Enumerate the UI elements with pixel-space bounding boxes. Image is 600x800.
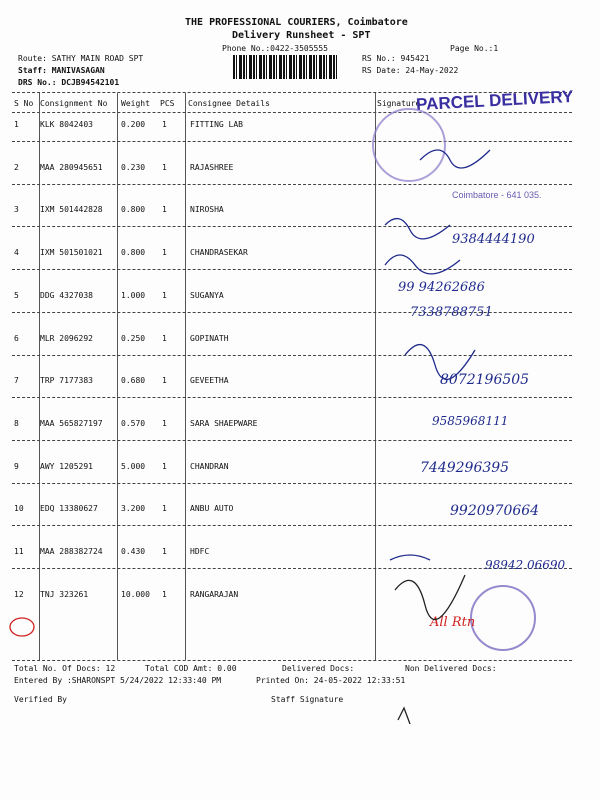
total-docs: Total No. Of Docs: 12 [14,664,116,673]
row-consignment-no: MAA 565827197 [40,418,103,428]
row-consignment-no: TNJ 323261 [40,589,89,599]
row-sno: 11 [14,547,24,556]
row-consignee: NIROSHA [190,205,224,215]
row-sno: 5 [14,290,19,300]
row-consignment-no: TRP 7177383 [40,376,93,386]
staff: Staff: MANIVASAGAN [18,66,105,75]
row-weight: 10.000 [121,589,150,599]
row-consignee: GOPINATH [190,333,229,343]
row-pcs: 1 [162,120,167,129]
signature-11-scribble [390,555,430,560]
rs-number: RS No.: 945421 [362,54,430,63]
highlight-circle [10,618,34,636]
row-weight: 5.000 [121,461,146,471]
signature-phone: 9920970664 [450,503,540,519]
col-consignee: Consignee Details [188,99,270,108]
row-sno: 10 [14,504,24,514]
row-consignee: FITTING LAB [190,120,243,129]
col-consignment: Consignment No [40,99,108,108]
row-weight: 1.000 [121,290,146,300]
row-weight: 0.200 [121,120,146,129]
signature-phone: 7338788751 [410,305,493,320]
signature-phone: 7449296395 [420,460,510,476]
row-pcs: 1 [162,376,167,386]
total-cod: Total COD Amt: 0.00 [145,664,237,673]
row-consignee: ANBU AUTO [190,504,234,514]
printed-on: Printed On: 24-05-2022 12:33:51 [256,676,406,685]
row-consignee: SUGANYA [190,290,224,300]
address-stamp: Coimbatore - 641 035. [452,190,542,200]
row-sno: 2 [14,162,19,172]
row-consignment-no: MAA 280945651 [40,162,103,172]
row-consignment-no: KLK 8042403 [40,120,93,129]
row-consignee: HDFC [190,547,210,556]
row-sno: 4 [14,248,19,258]
row-consignment-no: EDQ 13380627 [40,504,98,514]
col-pcs: PCS [160,99,175,108]
row-consignment-no: MLR 2096292 [40,333,93,343]
row-pcs: 1 [162,418,167,428]
row-pcs: 1 [162,547,167,556]
row-pcs: 1 [162,333,167,343]
row-weight: 0.800 [121,205,146,215]
row-consignee: CHANDRAN [190,461,229,471]
page-number: Page No.:1 [450,44,499,53]
route: Route: SATHY MAIN ROAD SPT [18,54,144,63]
signature-12-scribble [395,575,465,620]
row-consignee: CHANDRASEKAR [190,248,248,258]
col-signature: Signature [377,99,421,108]
row-consignment-no: AWY 1205291 [40,461,93,471]
col-weight: Weight [121,99,150,108]
entered-by: Entered By :SHARONSPT 5/24/2022 12:33:40 PM [14,676,222,685]
row-sno: 9 [14,461,19,471]
company-name: THE PROFESSIONAL COURIERS, Coimbatore [185,17,408,28]
row-consignee: RAJASHREE [190,162,234,172]
row-weight: 0.230 [121,162,146,172]
row-sno: 6 [14,333,19,343]
signature-6-scribble [405,345,475,380]
row-pcs: 1 [162,504,167,514]
row-consignee: RANGARAJAN [190,589,239,599]
row-weight: 0.250 [121,333,146,343]
all-return-note: All Rtn [430,615,476,630]
row-consignment-no: MAA 288382724 [40,547,103,556]
signature-4-scribble [385,255,460,274]
staff-signature-label: Staff Signature [271,695,344,704]
delivered-docs: Delivered Docs: [282,664,355,673]
signature-phone: 99 94262686 [398,280,485,295]
row-pcs: 1 [162,461,167,471]
row-consignment-no: IXM 501442828 [40,205,103,215]
rs-date: RS Date: 24-May-2022 [362,66,459,75]
signature-phone: 9384444190 [452,232,535,247]
row-sno: 7 [14,376,19,386]
row-weight: 0.570 [121,418,146,428]
verified-by: Verified By [14,695,67,704]
row-pcs: 1 [162,248,167,258]
row-consignment-no: DDG 4327038 [40,290,93,300]
col-sno: S No [14,99,34,108]
row-pcs: 1 [162,589,167,599]
row-pcs: 1 [162,290,167,300]
row-consignee: GEVEETHA [190,376,229,386]
row-pcs: 1 [162,205,167,215]
row-sno: 1 [14,120,19,129]
signature-phone: 8072196505 [440,372,530,388]
row-sno: 3 [14,205,19,215]
row-consignment-no: IXM 501501021 [40,248,103,258]
row-consignee: SARA SHAEPWARE [190,418,258,428]
row-weight: 3.200 [121,504,146,514]
signature-phone: 9585968111 [432,414,509,428]
signature-phone: 98942 06690 [485,558,566,572]
staff-signature-scribble [398,708,410,724]
parcel-delivery-stamp: PARCEL DELIVERY [415,86,574,115]
signature-1-scribble [420,150,490,168]
row-sno: 8 [14,418,19,428]
row-weight: 0.800 [121,248,146,258]
runsheet-title: Delivery Runsheet - SPT [232,30,371,41]
non-delivered-docs: Non Delivered Docs: [405,664,497,673]
row-sno: 12 [14,589,24,599]
row-weight: 0.430 [121,547,146,556]
signature-3-scribble [385,219,450,239]
drs-number: DRS No.: DCJB94542101 [18,78,120,87]
phone: Phone No.:0422-3505555 [222,44,328,53]
row-pcs: 1 [162,162,167,172]
row-weight: 0.680 [121,376,146,386]
